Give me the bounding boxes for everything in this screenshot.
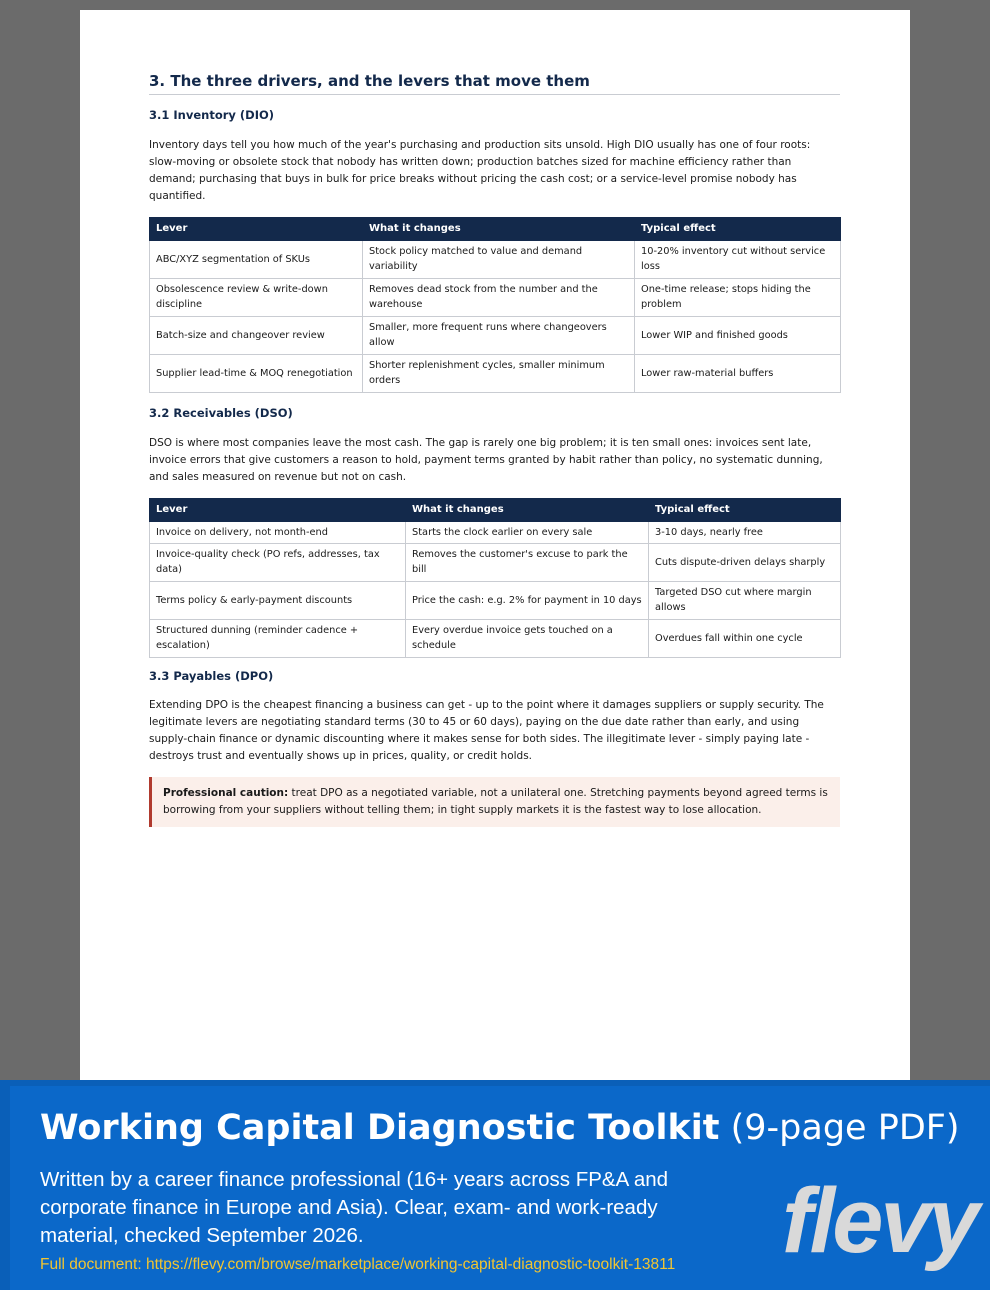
receivables-heading: 3.2 Receivables (DSO) xyxy=(149,405,293,420)
payables-heading: 3.3 Payables (DPO) xyxy=(149,668,274,683)
table-cell: Removes the customer's excuse to park the bill xyxy=(406,543,649,581)
caution-callout xyxy=(149,777,840,827)
document-link[interactable]: Full document: https://flevy.com/browse/marketplace/working-capital-diagnostic-toolkit-13811 xyxy=(40,1256,676,1273)
payables-paragraph: Extending DPO is the cheapest financing a business can get - up to the point where it damages suppliers or supply security. The legitimate levers are negotiating standard terms (30 to 45 or 60 days), paying on the due date rather than early, and using supply-chain finance or dynamic discounting where it makes sense for both sides. The illegitimate lever - simply paying late - destroys trust and eventually shows up in prices, quality, or credit holds. xyxy=(149,699,824,763)
table-cell: Lower WIP and finished goods xyxy=(635,316,841,354)
table-cell: Smaller, more frequent runs where changeovers allow xyxy=(363,316,635,354)
table-cell: ABC/XYZ segmentation of SKUs xyxy=(150,240,363,278)
banner-description: Written by a career finance professional (16+ years across FP&A and corporate finance in Europe and Asia). Clear, exam- and work-ready material, checked September 2026. xyxy=(40,1168,669,1247)
table-row xyxy=(150,240,841,278)
column-header: What it changes xyxy=(406,498,649,521)
banner-title-light: (9-page PDF) xyxy=(730,1108,960,1148)
table-cell: Terms policy & early-payment discounts xyxy=(150,581,406,619)
table-row xyxy=(150,316,841,354)
table-header-row xyxy=(150,217,841,240)
column-header: What it changes xyxy=(363,217,635,240)
table-row xyxy=(150,278,841,316)
table-cell: Targeted DSO cut where margin allows xyxy=(649,581,841,619)
receivables-paragraph: DSO is where most companies leave the most cash. The gap is rarely one big problem; it is ten small ones: invoices sent late, invoice errors that give customers a reason to hold, payment terms granted by habit rather than policy, no systematic dunning, and sales measured on revenue but not on cash. xyxy=(149,436,823,483)
table-cell: 3-10 days, nearly free xyxy=(649,521,841,543)
table-cell: Overdues fall within one cycle xyxy=(649,619,841,657)
inventory-table xyxy=(149,217,841,393)
inventory-heading: 3.1 Inventory (DIO) xyxy=(149,108,275,122)
caution-text: treat DPO as a negotiated variable, not a unilateral one. Stretching payments beyond agreed terms is borrowing from your suppliers without telling them; in tight supply markets it is the fastest way to lose allocation. xyxy=(163,787,828,817)
table-row xyxy=(150,581,841,619)
table-cell: Stock policy matched to value and demand variability xyxy=(363,240,635,278)
table-row xyxy=(150,619,841,657)
table-row xyxy=(150,543,841,581)
table-header-row xyxy=(150,498,841,521)
column-header: Lever xyxy=(150,217,363,240)
banner-title-bold: Working Capital Diagnostic Toolkit xyxy=(40,1108,720,1148)
table-cell: Removes dead stock from the number and the warehouse xyxy=(363,278,635,316)
table-cell: Batch-size and changeover review xyxy=(150,316,363,354)
inventory-paragraph: Inventory days tell you how much of the year's purchasing and production sits unsold. High DIO usually has one of four roots: slow-moving or obsolete stock that nobody has written down; production batches sized for machine efficiency rather than demand; purchasing that buys in bulk for price breaks without pricing the cash cost; or a service-level promise nobody has quantified. xyxy=(149,138,811,202)
table-cell: Invoice on delivery, not month-end xyxy=(150,521,406,543)
table-cell: Cuts dispute-driven delays sharply xyxy=(649,543,841,581)
column-header: Lever xyxy=(150,498,406,521)
table-row xyxy=(150,354,841,392)
caution-label: Professional caution: xyxy=(163,787,289,800)
table-cell: Lower raw-material buffers xyxy=(635,354,841,392)
column-header: Typical effect xyxy=(649,498,841,521)
table-cell: Price the cash: e.g. 2% for payment in 10 days xyxy=(406,581,649,619)
table-cell: Invoice-quality check (PO refs, addresses, tax data) xyxy=(150,543,406,581)
document-page xyxy=(80,10,910,1082)
table-cell: 10-20% inventory cut without service loss xyxy=(635,240,841,278)
column-header: Typical effect xyxy=(635,217,841,240)
table-row xyxy=(150,521,841,543)
table-cell: Starts the clock earlier on every sale xyxy=(406,521,649,543)
section-title: 3. The three drivers, and the levers that move them xyxy=(149,72,840,95)
table-cell: Obsolescence review & write-down discipline xyxy=(150,278,363,316)
receivables-table xyxy=(149,498,841,658)
flevy-logo: flevy xyxy=(782,1170,977,1272)
table-cell: Shorter replenishment cycles, smaller minimum orders xyxy=(363,354,635,392)
table-cell: One-time release; stops hiding the problem xyxy=(635,278,841,316)
table-cell: Supplier lead-time & MOQ renegotiation xyxy=(150,354,363,392)
banner-title xyxy=(40,1108,960,1148)
table-cell: Structured dunning (reminder cadence + escalation) xyxy=(150,619,406,657)
table-cell: Every overdue invoice gets touched on a schedule xyxy=(406,619,649,657)
